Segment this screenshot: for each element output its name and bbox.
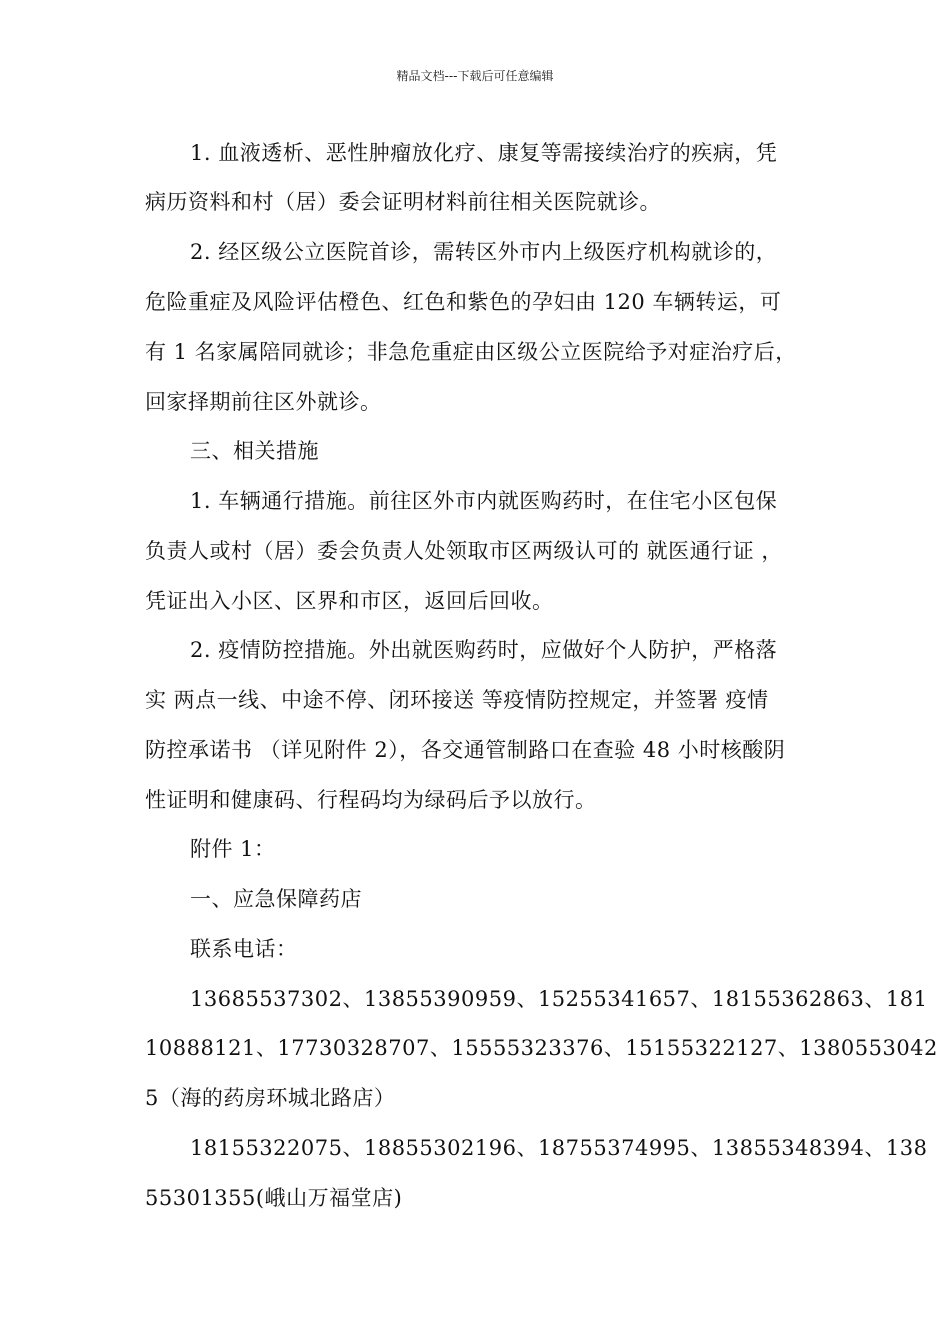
paragraph-line: 1. 血液透析、恶性肿瘤放化疗、康复等需接续治疗的疾病，凭 bbox=[190, 141, 778, 165]
paragraph-line: 有 1 名家属陪同就诊；非急危重症由区级公立医院给予对症治疗后， bbox=[145, 340, 797, 364]
paragraph-line: 2. 经区级公立医院首诊，需转区外市内上级医疗机构就诊的， bbox=[190, 240, 778, 264]
phone-list-line: 13685537302、13855390959、15255341657、18155362863、181 bbox=[190, 987, 928, 1011]
attachment-label: 附件 1： bbox=[190, 837, 276, 861]
paragraph-line: 性证明和健康码、行程码均为绿码后予以放行。 bbox=[145, 788, 597, 812]
phone-list-line: 10888121、17730328707、15555323376、15155322127、1380553042 bbox=[145, 1036, 938, 1060]
paragraph-line: 危险重症及风险评估橙色、红色和紫色的孕妇由 120 车辆转运，可 bbox=[145, 290, 782, 314]
paragraph-line: 凭证出入小区、区界和市区，返回后回收。 bbox=[145, 589, 554, 613]
paragraph-line: 负责人或村（居）委会负责人处领取市区两级认可的 就医通行证 ， bbox=[145, 539, 783, 563]
paragraph-line: 2. 疫情防控措施。外出就医购药时，应做好个人防护，严格落 bbox=[190, 638, 778, 662]
pharmacy-name-line: 5（海的药房环城北路店） bbox=[145, 1086, 396, 1110]
section-heading: 一、应急保障药店 bbox=[190, 887, 362, 911]
paragraph-line: 1. 车辆通行措施。前往区外市内就医购药时，在住宅小区包保 bbox=[190, 489, 778, 513]
pharmacy-name-line: 55301355(峨山万福堂店) bbox=[145, 1186, 403, 1210]
paragraph-line: 实 两点一线、中途不停、闭环接送 等疫情防控规定，并签署 疫情 bbox=[145, 688, 769, 712]
contact-label: 联系电话： bbox=[190, 937, 298, 961]
paragraph-line: 回家择期前往区外就诊。 bbox=[145, 390, 382, 414]
paragraph-line: 防控承诺书 （详见附件 2），各交通管制路口在查验 48 小时核酸阴 bbox=[145, 738, 786, 762]
section-heading: 三、相关措施 bbox=[190, 439, 319, 463]
phone-list-line: 18155322075、18855302196、18755374995、13855348394、138 bbox=[190, 1136, 928, 1160]
paragraph-line: 病历资料和村（居）委会证明材料前往相关医院就诊。 bbox=[145, 190, 661, 214]
page-header: 精品文档---下载后可任意编辑 bbox=[396, 69, 554, 83]
